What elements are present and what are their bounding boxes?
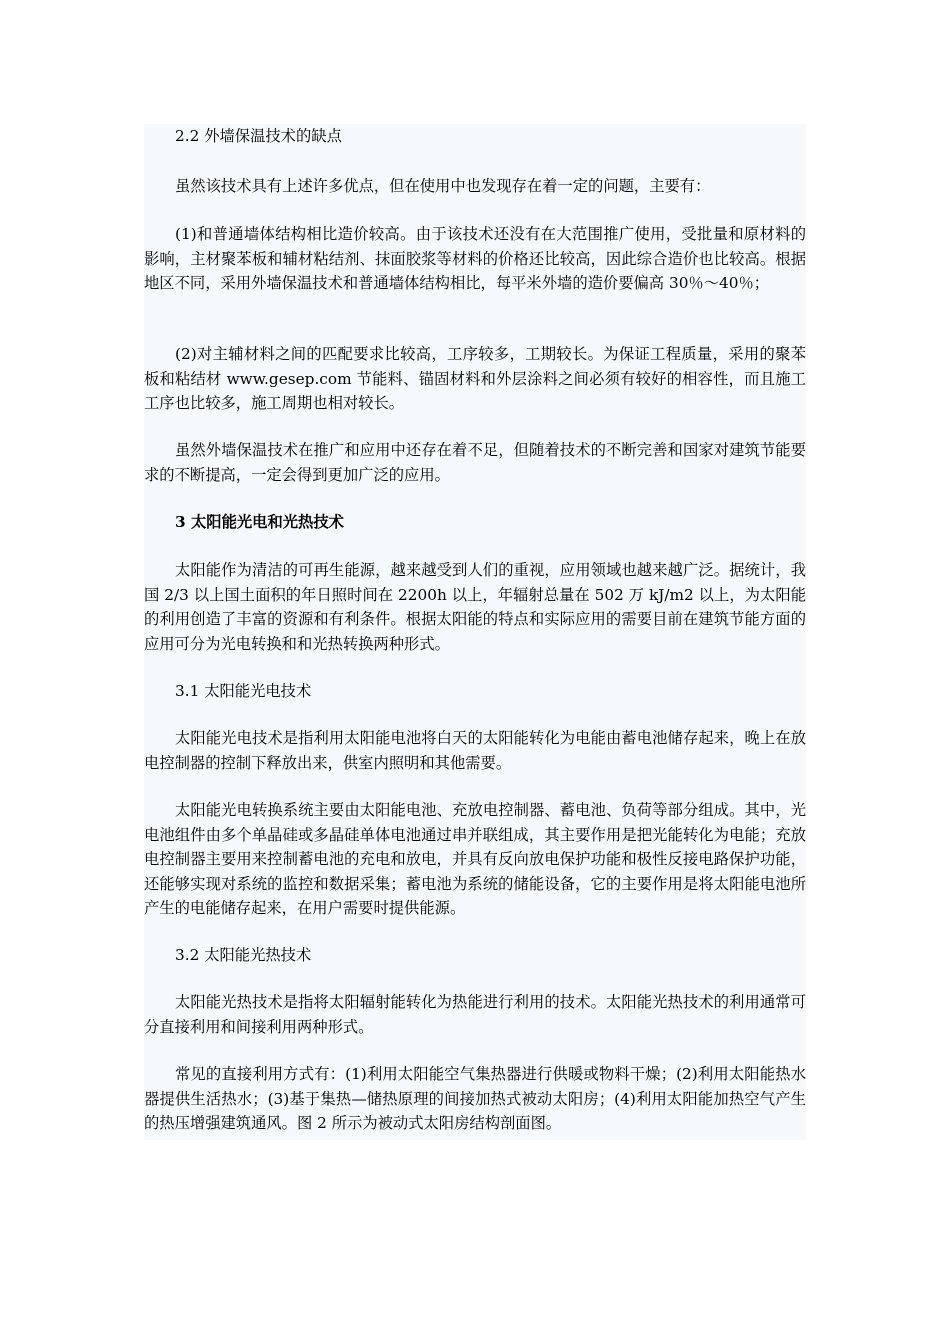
article-body xyxy=(144,124,806,1140)
section-heading-3: 3 太阳能光电和光热技术 xyxy=(175,513,344,531)
paragraph-photovoltaic-system: 太阳能光电转换系统主要由太阳能电池、充放电控制器、蓄电池、负荷等部分组成。其中，光电池组件由多个单晶硅或多晶硅单体电池通过串并联组成，其主要作用是把光能转化为电能；充放电控制器主要用来控制蓄电池的充电和放电，并具有反向放电保护功能和极性反接电路保护功能，还能够实现对系统的监控和数据采集；蓄电池为系统的储能设备，它的主要作用是将太阳能电池所产生的电能储存起来，在用户需要时提供能源。 xyxy=(144,801,806,917)
paragraph-materials: (2)对主辅材料之间的匹配要求比较高，工序较多，工期较长。为保证工程质量，采用的聚苯板和粘结材 www.gesep.com 节能料、锚固材料和外层涂料之间必须有较好的相容性，而且施工工序也比较多，施工周期也相对较长。 xyxy=(144,345,806,412)
section-heading-2-2: 2.2 外墙保温技术的缺点 xyxy=(175,127,342,145)
paragraph-intro-problems: 虽然该技术具有上述许多优点，但在使用中也发现存在着一定的问题，主要有： xyxy=(175,177,711,195)
paragraph-cost: (1)和普通墙体结构相比造价较高。由于该技术还没有在大范围推广使用，受批量和原材料的影响，主材聚苯板和辅材粘结剂、抹面胶浆等材料的价格还比较高，因此综合造价也比较高。根据地区不同，采用外墙保温技术和普通墙体结构相比，每平米外墙的造价要偏高 30％～40％； xyxy=(144,225,806,292)
paragraph-solar-intro: 太阳能作为清洁的可再生能源，越来越受到人们的重视，应用领域也越来越广泛。据统计，我国 2/3 以上国土面积的年日照时间在 2200h 以上，年辐射总量在 502 万 kJ/m2 以上，为太阳能的利用创造了丰富的资源和有利条件。根据太阳能的特点和实际应用的需要目前在建筑节能方面的应用可分为光电转换和和光热转换两种形式。 xyxy=(144,561,806,653)
paragraph-direct-use: 常见的直接利用方式有：(1)利用太阳能空气集热器进行供暖或物料干燥；(2)利用太阳能热水器提供生活热水；(3)基于集热—储热原理的间接加热式被动太阳房；(4)利用太阳能加热空气产生的热压增强建筑通风。图 2 所示为被动式太阳房结构剖面图。 xyxy=(144,1065,806,1132)
paragraph-outlook: 虽然外墙保温技术在推广和应用中还存在着不足，但随着技术的不断完善和国家对建筑节能要求的不断提高，一定会得到更加广泛的应用。 xyxy=(144,441,806,484)
section-heading-3-2: 3.2 太阳能光热技术 xyxy=(175,946,312,964)
paragraph-photovoltaic-def: 太阳能光电技术是指利用太阳能电池将白天的太阳能转化为电能由蓄电池储存起来，晚上在放电控制器的控制下释放出来，供室内照明和其他需要。 xyxy=(144,729,806,772)
section-heading-3-1: 3.1 太阳能光电技术 xyxy=(175,682,312,700)
paragraph-solar-thermal-def: 太阳能光热技术是指将太阳辐射能转化为热能进行利用的技术。太阳能光热技术的利用通常可分直接利用和间接利用两种形式。 xyxy=(144,993,806,1036)
